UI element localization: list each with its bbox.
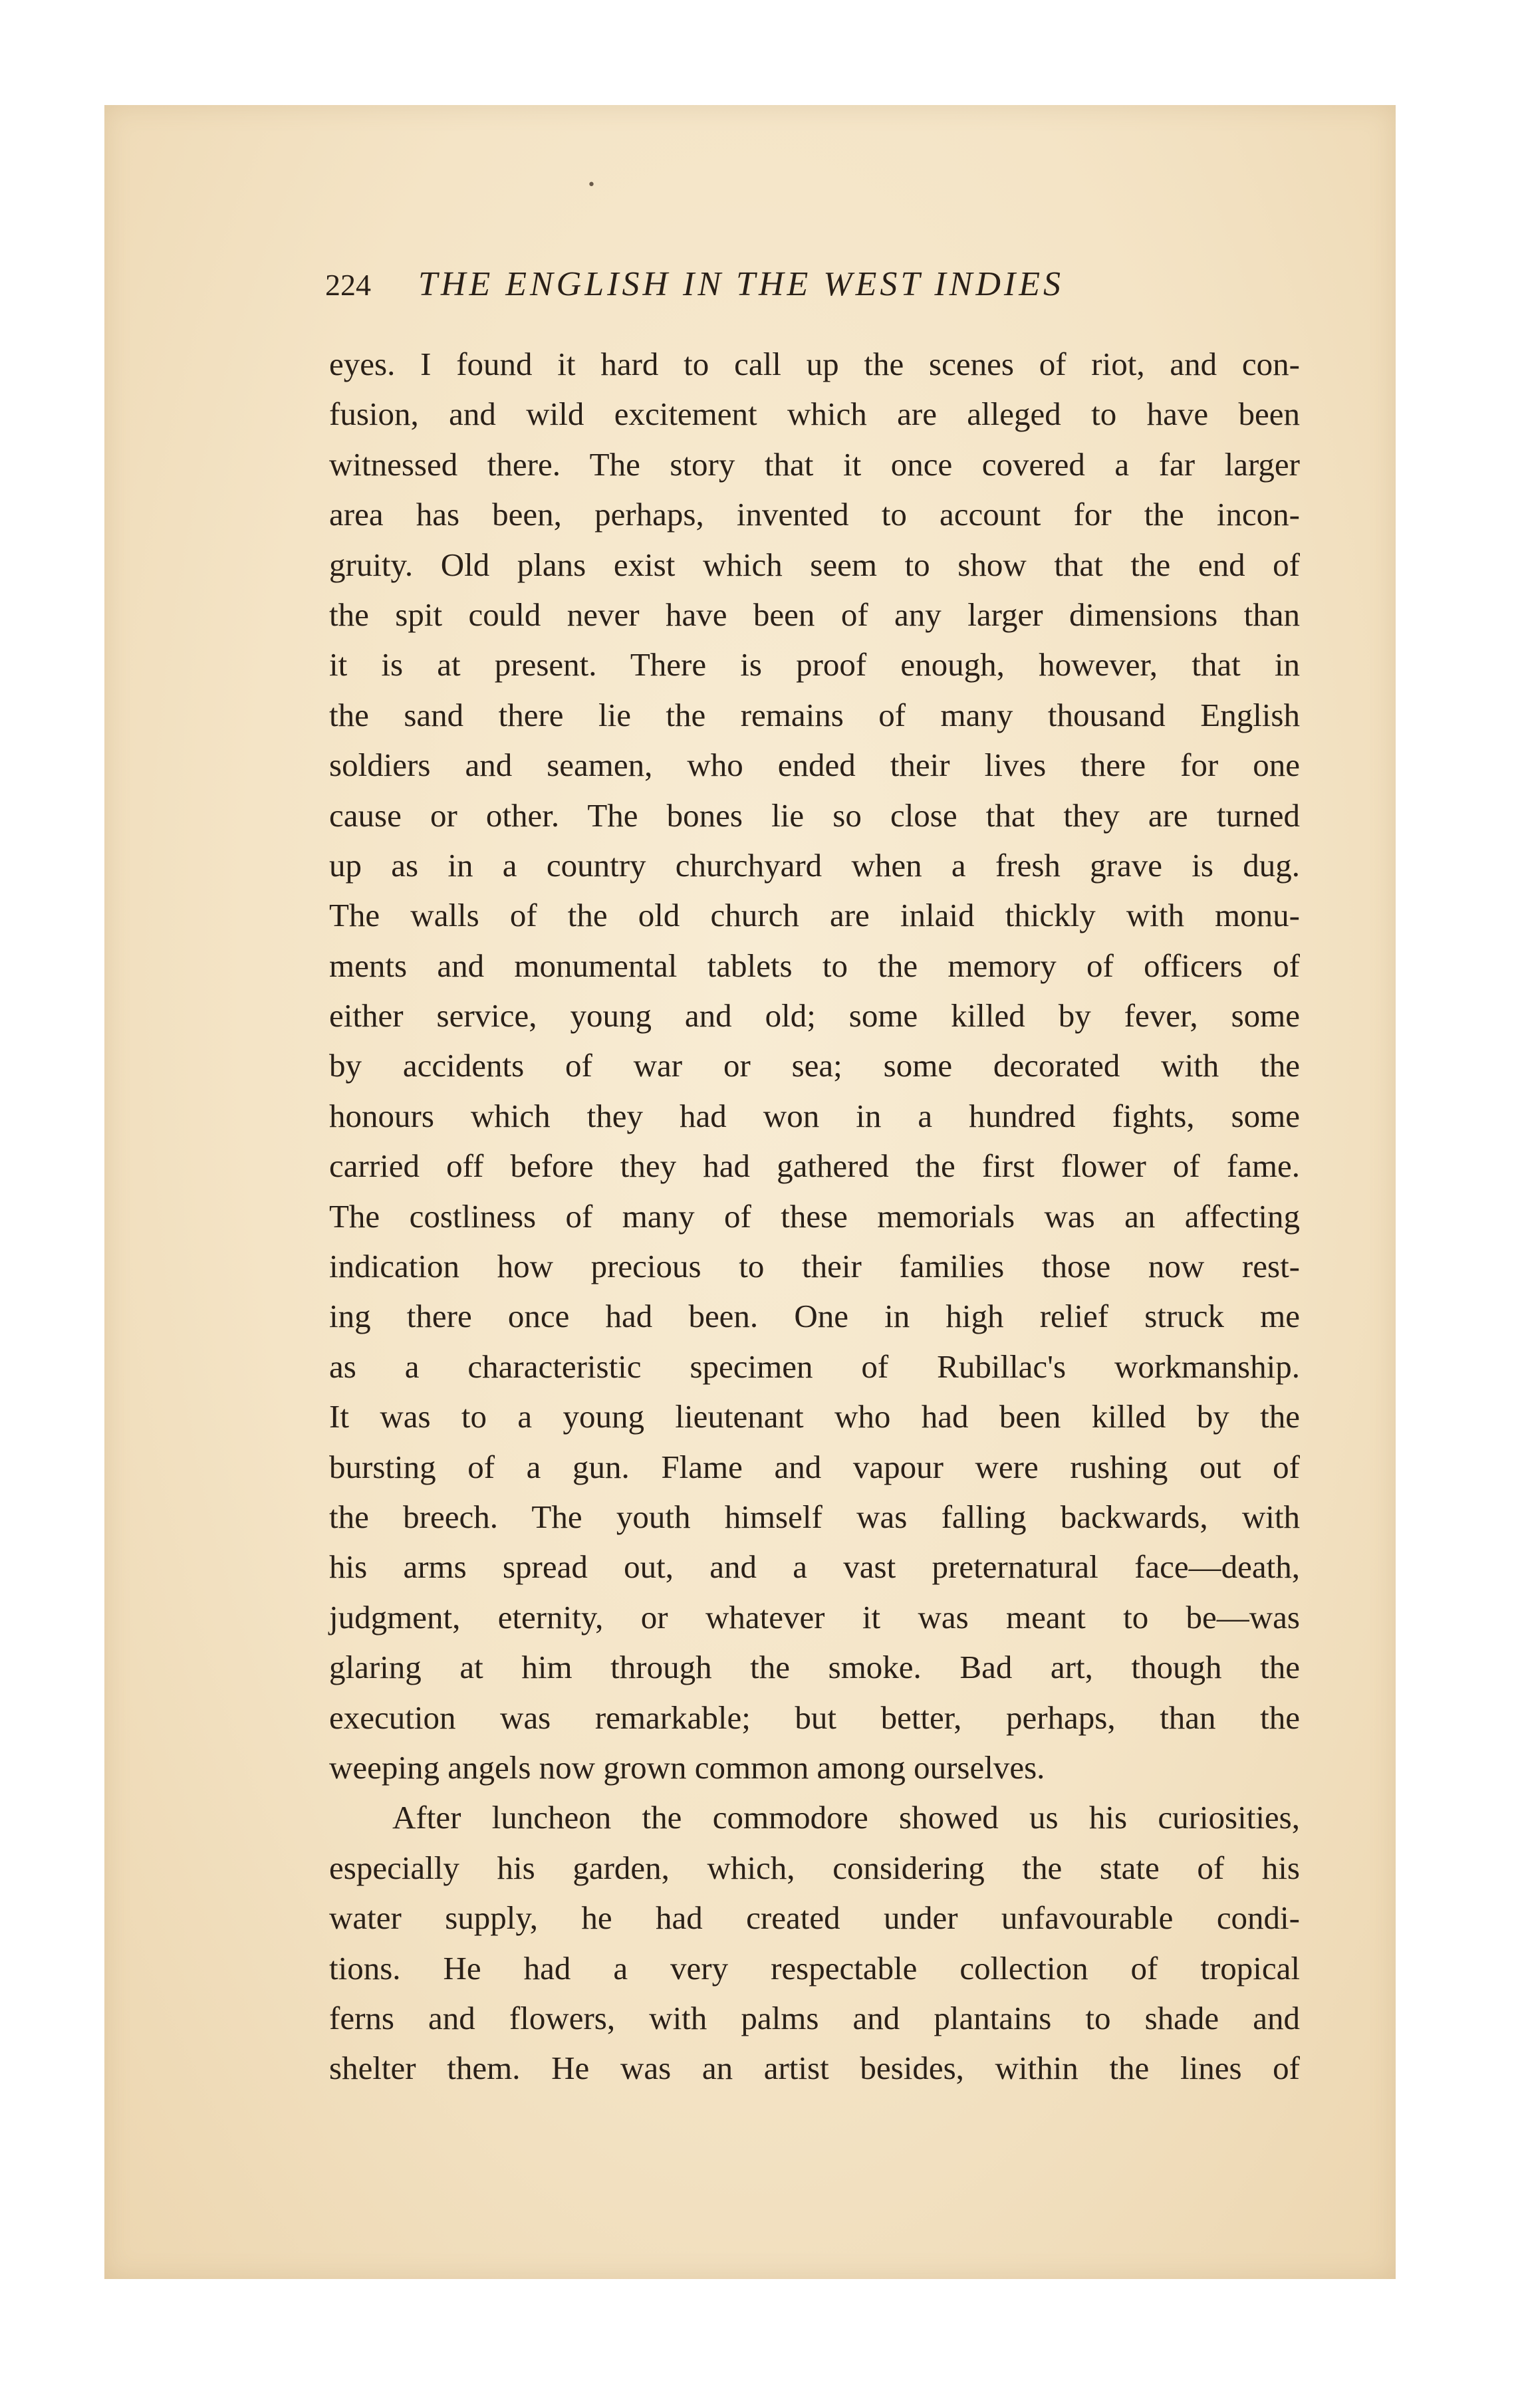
- text-line: judgment, eternity, or whatever it was meant to be—was: [329, 1598, 1300, 1635]
- text-line: ments and monumental tablets to the memory of officers of: [329, 947, 1300, 984]
- text-line: gruity. Old plans exist which seem to show that the end of: [329, 546, 1300, 583]
- text-line: After luncheon the commodore showed us his curiosities,: [392, 1799, 1300, 1836]
- text-line: cause or other. The bones lie so close that they are turned: [329, 796, 1300, 834]
- text-line: tions. He had a very respectable collection of tropical: [329, 1949, 1300, 1987]
- text-line: the spit could never have been of any larger dimensions than: [329, 596, 1300, 633]
- text-line: his arms spread out, and a vast preternatural face—death,: [329, 1548, 1300, 1586]
- text-line: water supply, he had created under unfavourable condi-: [329, 1899, 1300, 1937]
- text-line: carried off before they had gathered the first flower of fame.: [329, 1147, 1300, 1185]
- text-line: especially his garden, which, considering the state of his: [329, 1849, 1300, 1886]
- page-speck: •: [587, 177, 596, 193]
- text-line: the sand there lie the remains of many thousand English: [329, 696, 1300, 733]
- running-title: THE ENGLISH IN THE WEST INDIES: [418, 265, 1064, 303]
- body-text: [329, 339, 1300, 2094]
- text-line: ferns and flowers, with palms and plantains to shade and: [329, 1999, 1300, 2036]
- page-number: 224: [325, 268, 371, 302]
- text-line: shelter them. He was an artist besides, within the lines of: [329, 2050, 1300, 2087]
- text-line: honours which they had won in a hundred fights, some: [329, 1097, 1300, 1134]
- page-header: [325, 265, 1283, 304]
- text-line: soldiers and seamen, who ended their lives there for one: [329, 747, 1300, 784]
- text-line: it is at present. There is proof enough, however, that in: [329, 646, 1300, 683]
- text-line: The costliness of many of these memorials was an affecting: [329, 1197, 1300, 1235]
- text-line: weeping angels now grown common among ourselves.: [329, 1748, 1045, 1786]
- text-line: as a characteristic specimen of Rubillac's workmanship.: [329, 1348, 1300, 1385]
- text-line: fusion, and wild excitement which are alleged to have been: [329, 396, 1300, 433]
- text-line: glaring at him through the smoke. Bad art, though the: [329, 1649, 1300, 1686]
- text-line: The walls of the old church are inlaid thickly with monu-: [329, 897, 1300, 934]
- text-line: up as in a country churchyard when a fresh grave is dug.: [329, 846, 1300, 884]
- text-line: ing there once had been. One in high relief struck me: [329, 1298, 1300, 1335]
- text-line: It was to a young lieutenant who had been killed by the: [329, 1398, 1300, 1435]
- text-line: witnessed there. The story that it once covered a far larger: [329, 445, 1300, 483]
- text-line: area has been, perhaps, invented to account for the incon-: [329, 496, 1300, 533]
- text-line: bursting of a gun. Flame and vapour were rushing out of: [329, 1448, 1300, 1485]
- text-line: by accidents of war or sea; some decorated with the: [329, 1047, 1300, 1084]
- text-line: either service, young and old; some killed by fever, some: [329, 997, 1300, 1034]
- text-line: indication how precious to their families those now rest-: [329, 1248, 1300, 1285]
- text-line: execution was remarkable; but better, perhaps, than the: [329, 1699, 1300, 1736]
- text-line: eyes. I found it hard to call up the scenes of riot, and con-: [329, 346, 1300, 382]
- text-line: the breech. The youth himself was falling backwards, with: [329, 1498, 1300, 1535]
